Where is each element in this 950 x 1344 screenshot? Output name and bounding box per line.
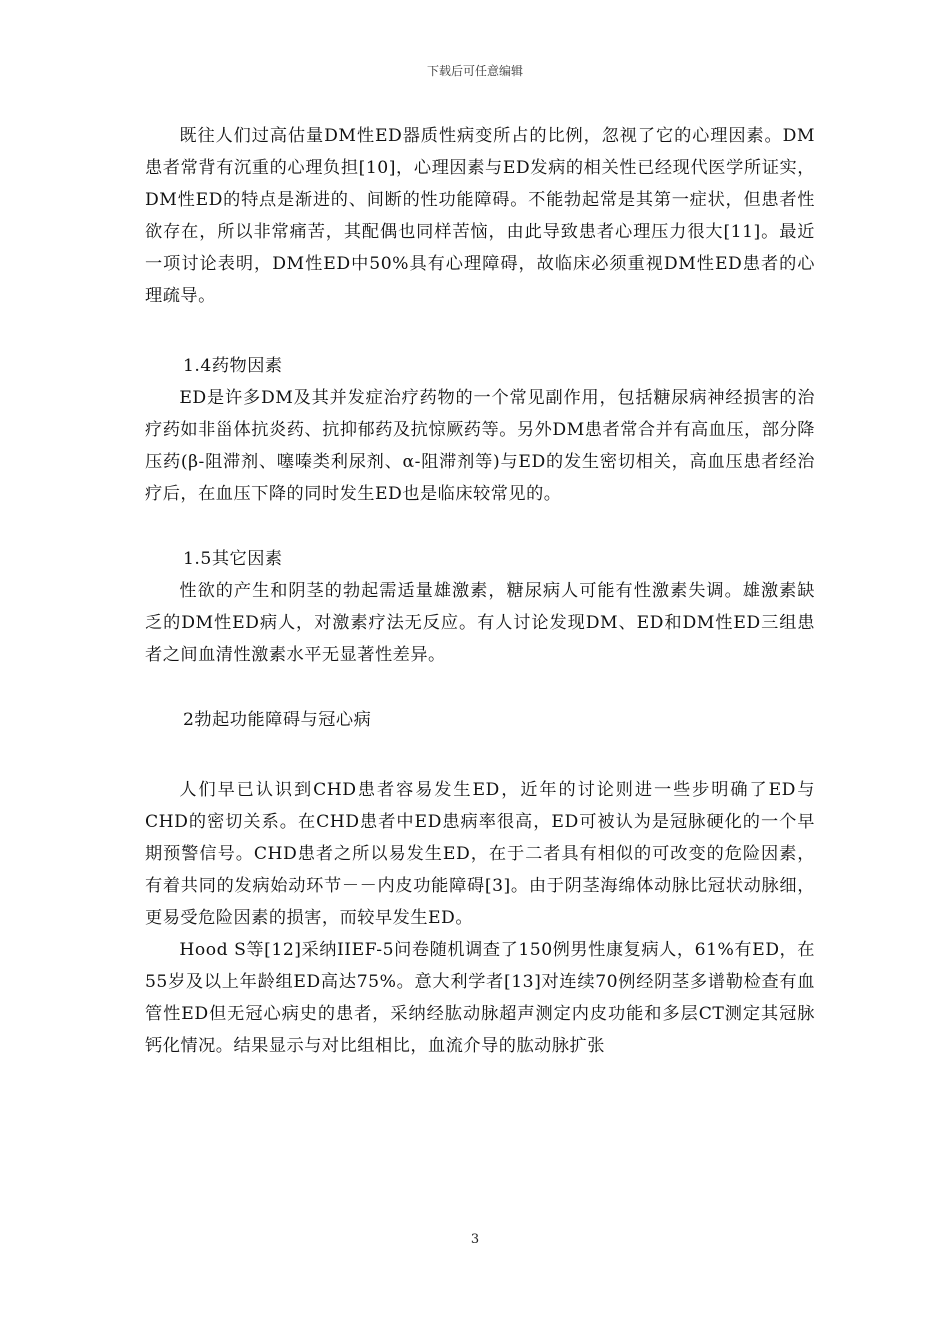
section-heading-1-5: 1.5其它因素 [183, 549, 283, 569]
paragraph-other-factors: 性欲的产生和阴茎的勃起需适量雄激素，糖尿病人可能有性激素失调。雄激素缺乏的DM性ED病人，对激素疗法无反应。有人讨论发现DM、ED和DM性ED三组患者之间血清性激素水平无显著性差异。 [145, 581, 815, 665]
document-body [145, 120, 815, 1062]
paragraph-drug-factors: ED是许多DM及其并发症治疗药物的一个常见副作用，包括糖尿病神经损害的治疗药如非甾体抗炎药、抗抑郁药及抗惊厥药等。另外DM患者常合并有高血压，部分降压药(β-阻滞剂、噻嗪类利尿剂、α-阻滞剂等)与ED的发生密切相关，高血压患者经治疗后，在血压下降的同时发生ED也是临床较常见的。 [145, 388, 815, 504]
paragraph-ed-and-chd: 人们早已认识到CHD患者容易发生ED，近年的讨论则进一些步明确了ED与CHD的密切关系。在CHD患者中ED患病率很高，ED可被认为是冠脉硬化的一个早期预警信号。CHD患者之所以易发生ED，在于二者具有相似的可改变的危险因素，有着共同的发病始动环节－－内皮功能障碍[3]。由于阴茎海绵体动脉比冠状动脉细，更易受危险因素的损害，而较早发生ED。 [145, 780, 815, 928]
page-header: 下载后可任意编辑 [426, 64, 523, 78]
section-heading-1-4: 1.4药物因素 [183, 356, 283, 376]
page-number: 3 [470, 1232, 480, 1247]
paragraph-hood-study: Hood S等[12]采纳IIEF-5问卷随机调查了150例男性康复病人，61%有ED，在55岁及以上年龄组ED高达75%。意大利学者[13]对连续70例经阴茎多谱勒检查有血管性ED但无冠心病史的患者，采纳经肱动脉超声测定内皮功能和多层CT测定其冠脉钙化情况。结果显示与对比组相比，血流介导的肱动脉扩张 [145, 940, 815, 1056]
paragraph-psychological-factors: 既往人们过高估量DM性ED器质性病变所占的比例，忽视了它的心理因素。DM患者常背有沉重的心理负担[10]，心理因素与ED发病的相关性已经现代医学所证实，DM性ED的特点是渐进的、间断的性功能障碍。不能勃起常是其第一症状，但患者性欲存在，所以非常痛苦，其配偶也同样苦恼，由此导致患者心理压力很大[11]。最近一项讨论表明，DM性ED中50%具有心理障碍，故临床必须重视DM性ED患者的心理疏导。 [145, 126, 815, 306]
section-heading-2: 2勃起功能障碍与冠心病 [183, 710, 372, 730]
